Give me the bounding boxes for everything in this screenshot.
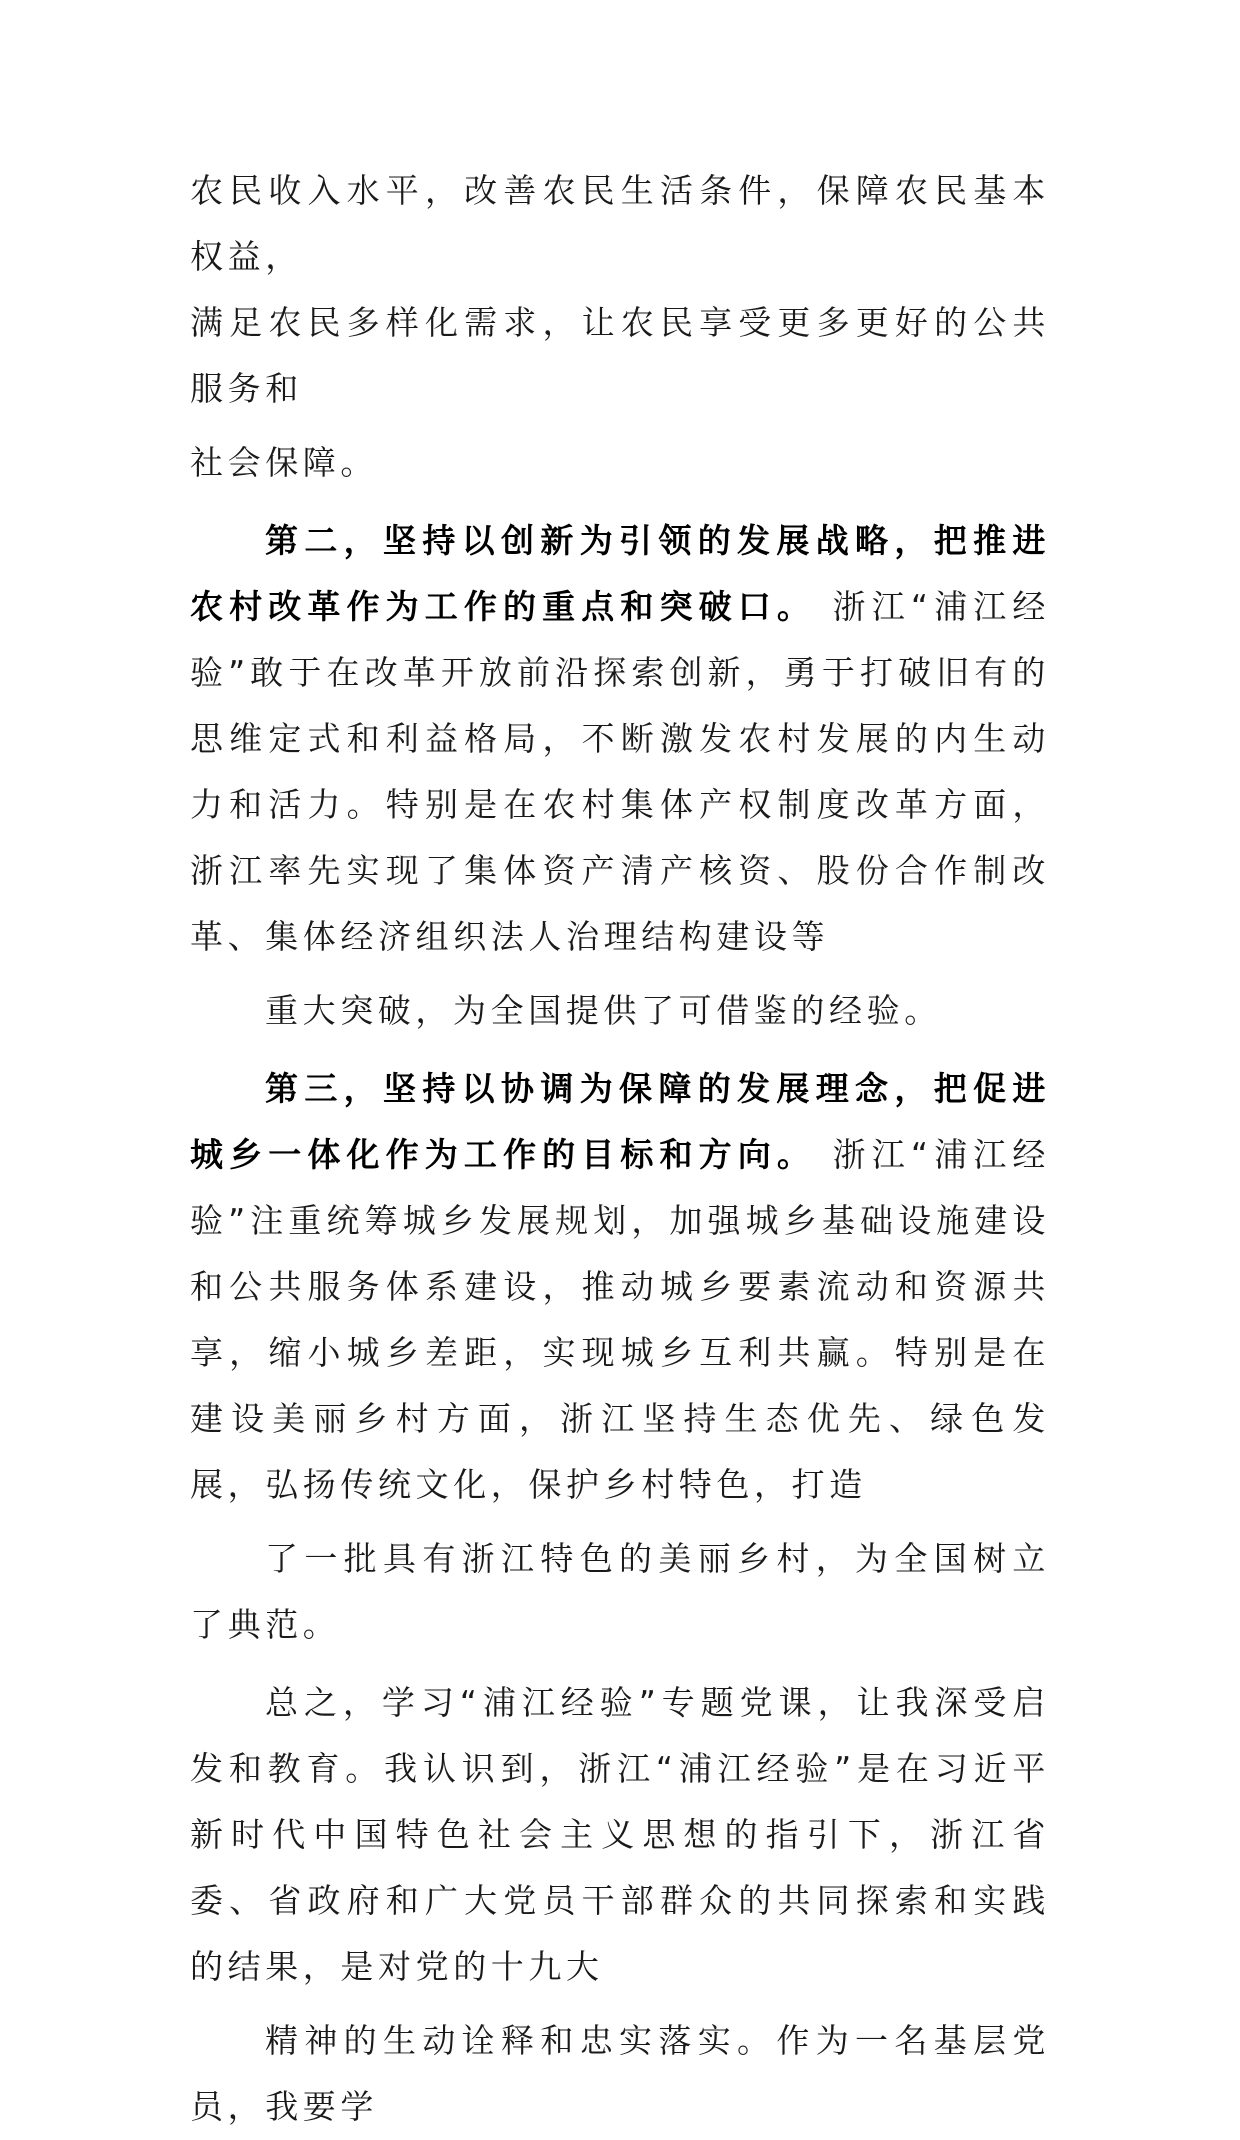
paragraph-1	[190, 158, 1050, 496]
paragraph-4	[190, 1670, 1050, 2140]
paragraph-4-last-line: 精神的生动诠释和忠实落实。作为一名基层党员，我要学	[190, 2021, 1050, 2126]
paragraph-2-text: 浙江“浦江经验”敢于在改革开放前沿探索创新，勇于打破旧有的思维定式和利益格局，不断激发农村发展的内生动力和活力。特别是在农村集体产权制度改革方面，浙江率先实现了集体资产清产核资、股份合作制改革、集体经济组织法人治理结构建设等	[190, 587, 1051, 956]
paragraph-3-heading: 第三，坚持以协调为保障的发展理念，把促进城乡一体化作为工作的目标和方向。	[190, 1069, 1050, 1174]
paragraph-1-line-3: 社会保障。	[190, 443, 378, 482]
paragraph-4-text: 总之，学习“浦江经验”专题党课，让我深受启发和教育。我认识到，浙江“浦江经验”是在习近平新时代中国特色社会主义思想的指引下，浙江省委、省政府和广大党员干部群众的共同探索和实践的结果，是对党的十九大	[190, 1683, 1050, 1986]
paragraph-2	[190, 508, 1050, 1044]
paragraph-3-last-line: 了一批具有浙江特色的美丽乡村，为全国树立了典范。	[190, 1539, 1050, 1644]
paragraph-2-last-line: 重大突破，为全国提供了可借鉴的经验。	[265, 991, 942, 1030]
paragraph-2-heading: 第二，坚持以创新为引领的发展战略，把推进农村改革作为工作的重点和突破口。	[190, 521, 1050, 626]
paragraph-1-line-2: 满足农民多样化需求，让农民享受更多更好的公共服务和	[190, 303, 1050, 408]
paragraph-3	[190, 1056, 1050, 1658]
document-body	[190, 158, 1050, 2140]
paragraph-3-text: 浙江“浦江经验”注重统筹城乡发展规划，加强城乡基础设施建设和公共服务体系建设，推动城乡要素流动和资源共享，缩小城乡差距，实现城乡互利共赢。特别是在建设美丽乡村方面，浙江坚持生态优先、绿色发展，弘扬传统文化，保护乡村特色，打造	[190, 1135, 1051, 1504]
paragraph-1-line-1: 农民收入水平，改善农民生活条件，保障农民基本权益，	[190, 171, 1050, 276]
